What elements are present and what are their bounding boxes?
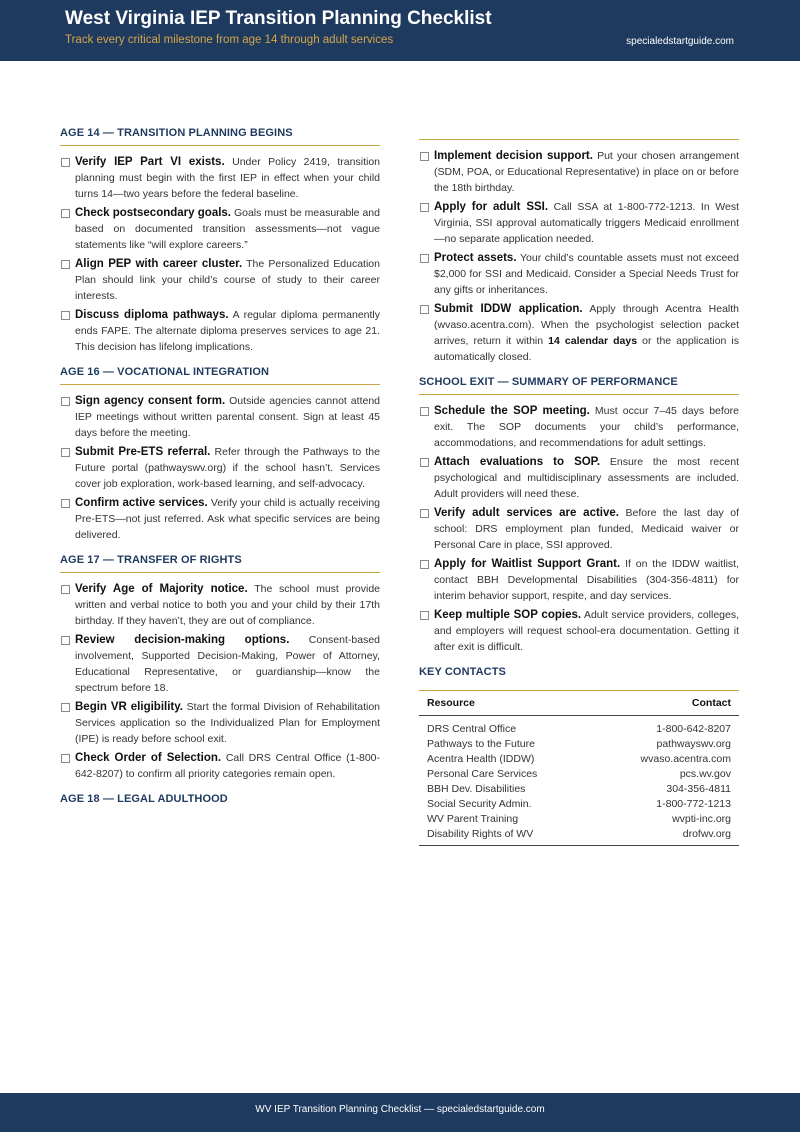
page-subtitle: Track every critical milestone from age 14 through adult services	[65, 34, 394, 46]
item-text: Adult service providers, colleges, and employers will request school-era documentation. Getting it after exit is difficult.	[434, 609, 740, 653]
checkbox-icon[interactable]	[61, 448, 70, 457]
checkbox-icon[interactable]	[61, 158, 70, 167]
footer-text: WV IEP Transition Planning Checklist — specialedstartguide.com	[255, 1104, 545, 1115]
checklist-item[interactable]	[419, 250, 739, 298]
checkbox-icon[interactable]	[420, 407, 429, 416]
section-heading-age-17: AGE 17 — TRANSFER OF RIGHTS	[60, 554, 380, 573]
checkbox-icon[interactable]	[420, 458, 429, 467]
table-row	[419, 737, 739, 752]
checklist-item[interactable]	[419, 607, 739, 655]
item-text: Put your chosen arrangement (SDM, POA, or Educational Representative) in place on or before the 18th birthday.	[434, 150, 739, 194]
checkbox-icon[interactable]	[420, 305, 429, 314]
resource-cell: BBH Dev. Disabilities	[427, 783, 526, 795]
item-title: Implement decision support.	[434, 150, 593, 162]
item-text: Verify your child is actually receiving Pre-ETS—not just referred. Ask what specific services are being delivered.	[75, 497, 381, 541]
item-text: Before the last day of school: DRS employment plan funded, Medicaid waiver or Personal Care in place, SSI approved.	[434, 507, 739, 551]
resource-cell: WV Parent Training	[427, 813, 519, 825]
item-text: Must occur 7–45 days before exit. The SOP documents your child’s performance, accommodations, and recommendations for adult settings.	[434, 405, 739, 449]
item-title: Check Order of Selection.	[75, 752, 222, 764]
contact-cell: drofwv.org	[593, 827, 739, 846]
item-text: or the application is automatically closed.	[434, 335, 740, 363]
item-title: Verify IEP Part VI exists.	[75, 156, 225, 168]
checkbox-icon[interactable]	[61, 311, 70, 320]
item-text: The school must provide written and verbal notice to both you and your child by their 17th birthday. If they haven’t, they are out of compliance.	[75, 583, 380, 627]
checkbox-icon[interactable]	[61, 260, 70, 269]
contact-cell: pcs.wv.gov	[679, 768, 731, 780]
header-site-link[interactable]: specialedstartguide.com	[626, 36, 734, 47]
checkbox-icon[interactable]	[420, 509, 429, 518]
contact-cell: pathwayswv.org	[656, 738, 731, 750]
checklist-item[interactable]	[419, 148, 739, 196]
table-header-row	[419, 691, 739, 716]
item-text: Apply through Acentra Health (wvaso.acentra.com). When the psychologist selection packet arrives, return it within	[434, 303, 740, 347]
item-emphasis: 14 calendar days	[548, 335, 638, 347]
right-column	[419, 127, 739, 846]
section-heading-age-18: AGE 18 — LEGAL ADULTHOOD	[60, 793, 228, 805]
item-title: Verify adult services are active.	[434, 507, 619, 519]
item-text: The Personalized Education Plan should link your child’s course of study to their career interests.	[75, 258, 380, 302]
contact-cell: 304-356-4811	[666, 783, 731, 795]
item-title: Apply for Waitlist Support Grant.	[434, 558, 621, 570]
section-heading-age-16: AGE 16 — VOCATIONAL INTEGRATION	[60, 366, 380, 385]
item-text: Consent-based involvement, Supported Decision-Making, Power of Attorney, Educational Representative, or guardianship—know the spectrum before 18.	[75, 634, 381, 694]
checkbox-icon[interactable]	[61, 397, 70, 406]
item-text: Refer through the Pathways to the Future portal (pathwayswv.org) if the school hasn’t. Services cover job exploration, work-based learning, and self-advocacy.	[75, 446, 380, 490]
checkbox-icon[interactable]	[61, 636, 70, 645]
section-heading-key-contacts: KEY CONTACTS	[419, 666, 506, 678]
item-text: Call DRS Central Office (1-800-642-8207) to confirm all priority categories remain open.	[75, 752, 380, 780]
item-title: Submit IDDW application.	[434, 303, 583, 315]
contact-cell: wvaso.acentra.com	[640, 753, 731, 765]
checklist-item[interactable]	[419, 199, 739, 247]
item-title: Protect assets.	[434, 252, 517, 264]
page-title: West Virginia IEP Transition Planning Checklist	[65, 8, 492, 29]
resource-cell: Pathways to the Future	[427, 738, 535, 750]
checkbox-icon[interactable]	[420, 560, 429, 569]
contact-cell: 1-800-642-8207	[656, 723, 731, 735]
contact-cell: wvpti-inc.org	[672, 813, 731, 825]
item-title: Confirm active services.	[75, 497, 208, 509]
checklist-item[interactable]	[419, 301, 739, 365]
resource-cell: Social Security Admin.	[427, 798, 532, 810]
item-text: Outside agencies cannot attend IEP meetings without written parental consent. Sign at least 45 days before the meeting.	[75, 395, 381, 439]
section-heading-school-exit: SCHOOL EXIT — SUMMARY OF PERFORMANCE	[419, 376, 739, 395]
checklist-item[interactable]	[60, 750, 380, 782]
page-footer	[0, 1093, 800, 1132]
checkbox-icon[interactable]	[61, 703, 70, 712]
resource-cell: Disability Rights of WV	[419, 827, 593, 846]
item-text: Your child’s countable assets must not exceed $2,000 for SSI and Medicaid. Consider a Special Needs Trust for any gifts or inheritances.	[434, 252, 739, 296]
checkbox-icon[interactable]	[61, 499, 70, 508]
checkbox-icon[interactable]	[61, 754, 70, 763]
item-title: Check postsecondary goals.	[75, 207, 231, 219]
checklist-item[interactable]	[60, 393, 380, 441]
checklist-item[interactable]	[60, 205, 380, 253]
column-header-resource: Resource	[419, 691, 593, 716]
column-header-contact: Contact	[593, 691, 739, 716]
item-text: Call SSA at 1-800-772-1213. In West Virginia, SSI approval automatically triggers Medicaid enrollment—no separate application needed.	[434, 201, 740, 245]
checkbox-icon[interactable]	[420, 254, 429, 263]
item-title: Discuss diploma pathways.	[75, 309, 229, 321]
table-row	[419, 752, 739, 767]
checkbox-icon[interactable]	[420, 152, 429, 161]
checklist-item[interactable]	[419, 454, 739, 502]
item-title: Schedule the SOP meeting.	[434, 405, 590, 417]
item-title: Begin VR eligibility.	[75, 701, 183, 713]
resource-cell: Personal Care Services	[427, 768, 538, 780]
resource-cell: Acentra Health (IDDW)	[427, 753, 535, 765]
item-title: Apply for adult SSI.	[434, 201, 549, 213]
contacts-table	[419, 690, 739, 846]
item-text: Under Policy 2419, transition planning must begin with the first IEP in effect when your child turns 14—two years before the federal baseline.	[75, 156, 380, 200]
resource-cell: DRS Central Office	[427, 723, 517, 735]
checklist-item[interactable]	[60, 495, 380, 543]
item-title: Attach evaluations to SOP.	[434, 456, 601, 468]
checkbox-icon[interactable]	[61, 209, 70, 218]
section-heading-age-14: AGE 14 — TRANSITION PLANNING BEGINS	[60, 127, 380, 146]
left-column	[60, 127, 380, 819]
item-text: Start the formal Division of Rehabilitation Services application so the Individualized Plan for Employment (IPE) is ready before school exit.	[75, 701, 381, 745]
table-row	[419, 767, 739, 782]
checklist-item[interactable]	[419, 403, 739, 451]
table-row	[419, 827, 739, 846]
checklist-item[interactable]	[60, 632, 380, 696]
item-title: Keep multiple SOP copies.	[434, 609, 582, 621]
checkbox-icon[interactable]	[420, 203, 429, 212]
checkbox-icon[interactable]	[61, 585, 70, 594]
checklist-item[interactable]	[60, 154, 380, 202]
item-title: Sign agency consent form.	[75, 395, 226, 407]
item-text: Goals must be measurable and based on documented transition assessments—not vague statements like “will explore careers.”	[75, 207, 380, 251]
table-row	[419, 716, 739, 738]
item-text: If on the IDDW waitlist, contact BBH Developmental Disabilities (304-356-4811) for interim behavior support, respite, and day services.	[434, 558, 739, 602]
checklist-item[interactable]	[60, 581, 380, 629]
item-title: Verify Age of Majority notice.	[75, 583, 248, 595]
item-text: A regular diploma permanently ends FAPE. The alternate diploma preserves services to age 21. This decision has lifelong implications.	[75, 309, 380, 353]
section-rule	[419, 139, 739, 140]
contact-cell: 1-800-772-1213	[656, 798, 731, 810]
table-row	[419, 797, 739, 812]
checklist-item[interactable]	[419, 505, 739, 553]
item-text: Ensure the most recent psychological and multidisciplinary assessments are included. Adult providers will need these.	[434, 456, 739, 500]
checklist-item[interactable]	[60, 699, 380, 747]
checkbox-icon[interactable]	[420, 611, 429, 620]
item-title: Align PEP with career cluster.	[75, 258, 243, 270]
checklist-item[interactable]	[60, 444, 380, 492]
page-header	[0, 0, 800, 61]
item-title: Submit Pre-ETS referral.	[75, 446, 211, 458]
checklist-item[interactable]	[60, 307, 380, 355]
checklist-item[interactable]	[419, 556, 739, 604]
table-row	[419, 782, 739, 797]
item-title: Review decision-making options.	[75, 634, 290, 646]
checklist-item[interactable]	[60, 256, 380, 304]
table-row	[419, 812, 739, 827]
